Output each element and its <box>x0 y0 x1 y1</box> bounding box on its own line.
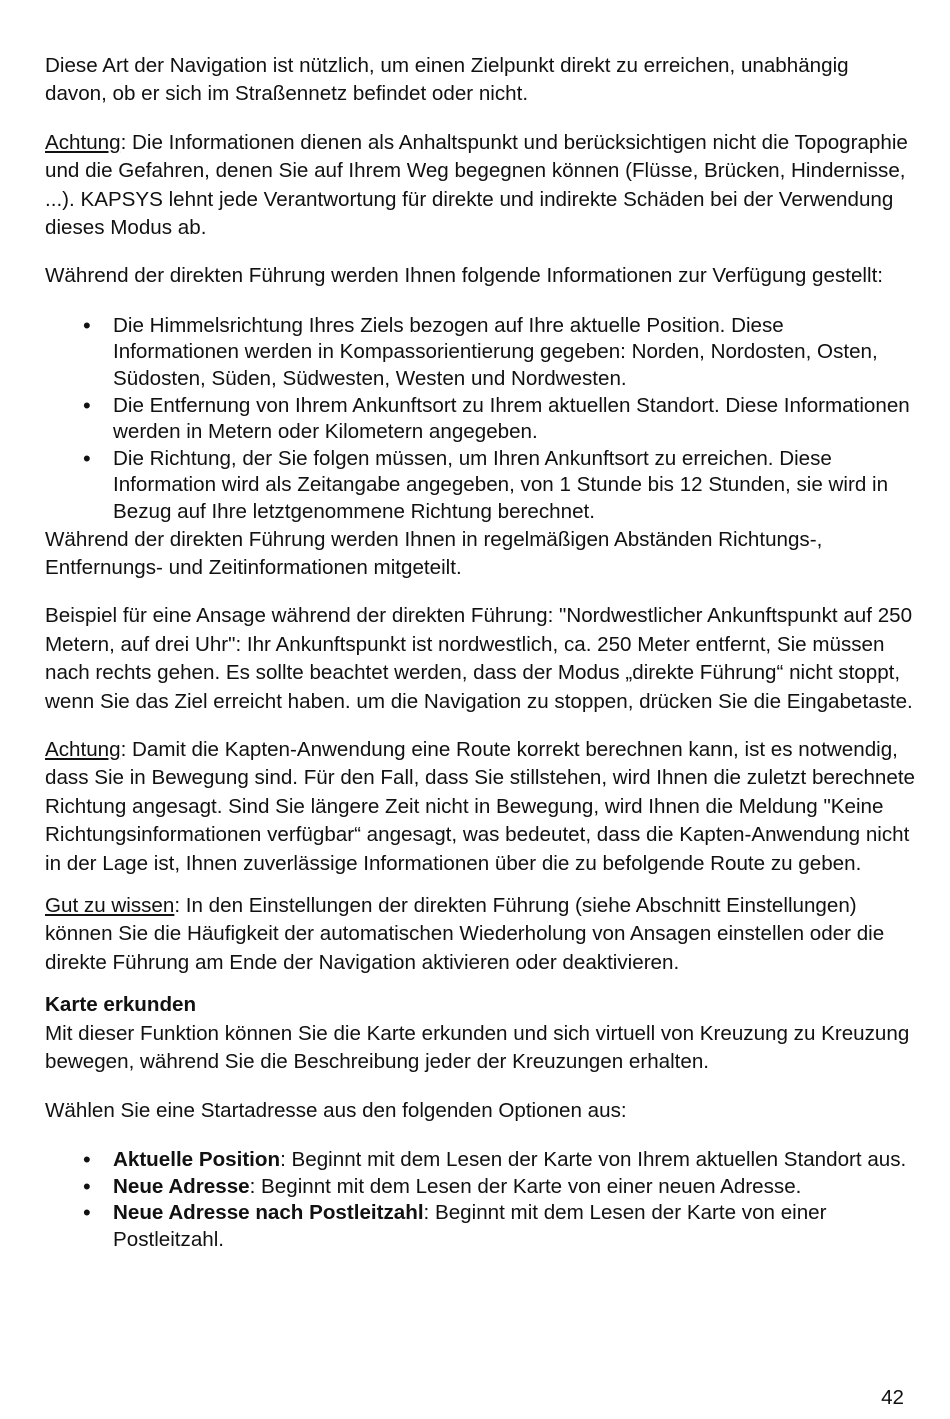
info-intro-paragraph: Während der direkten Führung werden Ihnen folgende Informationen zur Verfügung gestellt: <box>45 264 884 288</box>
warning-label: Achtung <box>45 130 121 154</box>
list-item <box>45 1174 915 1201</box>
page-content <box>45 52 915 1253</box>
option-text: : Beginnt mit dem Lesen der Karte von Ihrem aktuellen Standort aus. <box>280 1147 907 1171</box>
option-text: : Beginnt mit dem Lesen der Karte von einer neuen Adresse. <box>249 1174 802 1198</box>
section-title: Karte erkunden <box>45 993 197 1017</box>
option-term: Aktuelle Position <box>113 1147 281 1171</box>
option-term: Neue Adresse <box>113 1174 250 1198</box>
option-term: Neue Adresse nach Postleitzahl <box>113 1201 424 1225</box>
start-address-intro: Wählen Sie eine Startadresse aus den folgenden Optionen aus: <box>45 1098 627 1122</box>
section-description: Mit dieser Funktion können Sie die Karte erkunden und sich virtuell von Kreuzung zu Kreuzung bewegen, während Sie die Beschreibung jeder der Kreuzungen erhalten. <box>45 1021 910 1074</box>
tip-paragraph <box>45 892 915 977</box>
intro-paragraph: Diese Art der Navigation ist nützlich, um einen Zielpunkt direkt zu erreichen, unabhängig davon, ob er sich im Straßennetz befindet oder nicht. <box>45 54 849 106</box>
warning-text: : Die Informationen dienen als Anhaltspunkt und berücksichtigen nicht die Topographie und die Gefahren, denen Sie auf Ihrem Weg begegnen können (Flüsse, Brücken, Hindernisse, ...). KAPSYS lehnt jede Verantwortung für direkte und indirekte Schäden bei der Verwendung dieses Modus ab. <box>45 130 908 240</box>
info-list <box>45 313 915 526</box>
start-options-list <box>45 1147 915 1253</box>
example-paragraph: Beispiel für eine Ansage während der direkten Führung: "Nordwestlicher Ankunftspunkt auf 250 Metern, auf drei Uhr": Ihr Ankunftspunkt ist nordwestlich, ca. 250 Meter entfernt, Sie müssen nach rechts gehen. Es sollte beachtet werden, dass der Modus „direkte Führung“ nicht stoppt, wenn Sie das Ziel erreicht haben. um die Navigation zu stoppen, drücken Sie die Eingabetaste. <box>45 604 913 713</box>
page-number: 42 <box>881 1386 904 1409</box>
warning-paragraph <box>45 129 915 243</box>
list-item: • Die Entfernung von Ihrem Ankunftsort zu Ihrem aktuellen Standort. Diese Informationen werden in Metern oder Kilometern angegeben. <box>45 393 915 446</box>
list-item <box>45 1147 915 1174</box>
warning-label-2: Achtung <box>45 738 121 762</box>
list-item: • Die Richtung, der Sie folgen müssen, um Ihren Ankunftsort zu erreichen. Diese Information wird als Zeitangabe angegeben, von 1 Stunde bis 12 Stunden, sie wird in Bezug auf Ihre letztgenommene Richtung berechnet. <box>45 446 915 526</box>
tip-label: Gut zu wissen <box>45 894 175 918</box>
warning-paragraph-2 <box>45 736 915 878</box>
tip-text: : In den Einstellungen der direkten Führung (siehe Abschnitt Einstellungen) können Sie die Häufigkeit der automatischen Wiederholung von Ansagen einstellen oder die direkte Führung am Ende der Navigation aktivieren oder deaktivieren. <box>45 894 885 974</box>
list-item: • Die Himmelsrichtung Ihres Ziels bezogen auf Ihre aktuelle Position. Diese Informationen werden in Kompassorientierung gegeben: Norden, Nordosten, Osten, Südosten, Süden, Südwesten, Westen und Nordwesten. <box>45 313 915 393</box>
periodic-info-paragraph: Während der direkten Führung werden Ihnen in regelmäßigen Abständen Richtungs-, Entfernungs- und Zeitinformationen mitgeteilt. <box>45 527 823 579</box>
option-text: : Beginnt mit dem Lesen der Karte von einer Postleitzahl. <box>113 1201 827 1251</box>
warning-text-2: : Damit die Kapten-Anwendung eine Route korrekt berechnen kann, ist es notwendig, dass Sie in Bewegung sind. Für den Fall, dass Sie stillstehen, wird Ihnen die zuletzt berechnete Richtung angesagt. Sind Sie längere Zeit nicht in Bewegung, wird Ihnen die Meldung "Keine Richtungsinformationen verfügbar“ angesagt, was bedeutet, dass die Kapten-Anwendung nicht in der Lage ist, Ihnen zuverlässige Informationen über die zu befolgende Route zu geben. <box>45 738 916 875</box>
list-item <box>45 1200 915 1253</box>
